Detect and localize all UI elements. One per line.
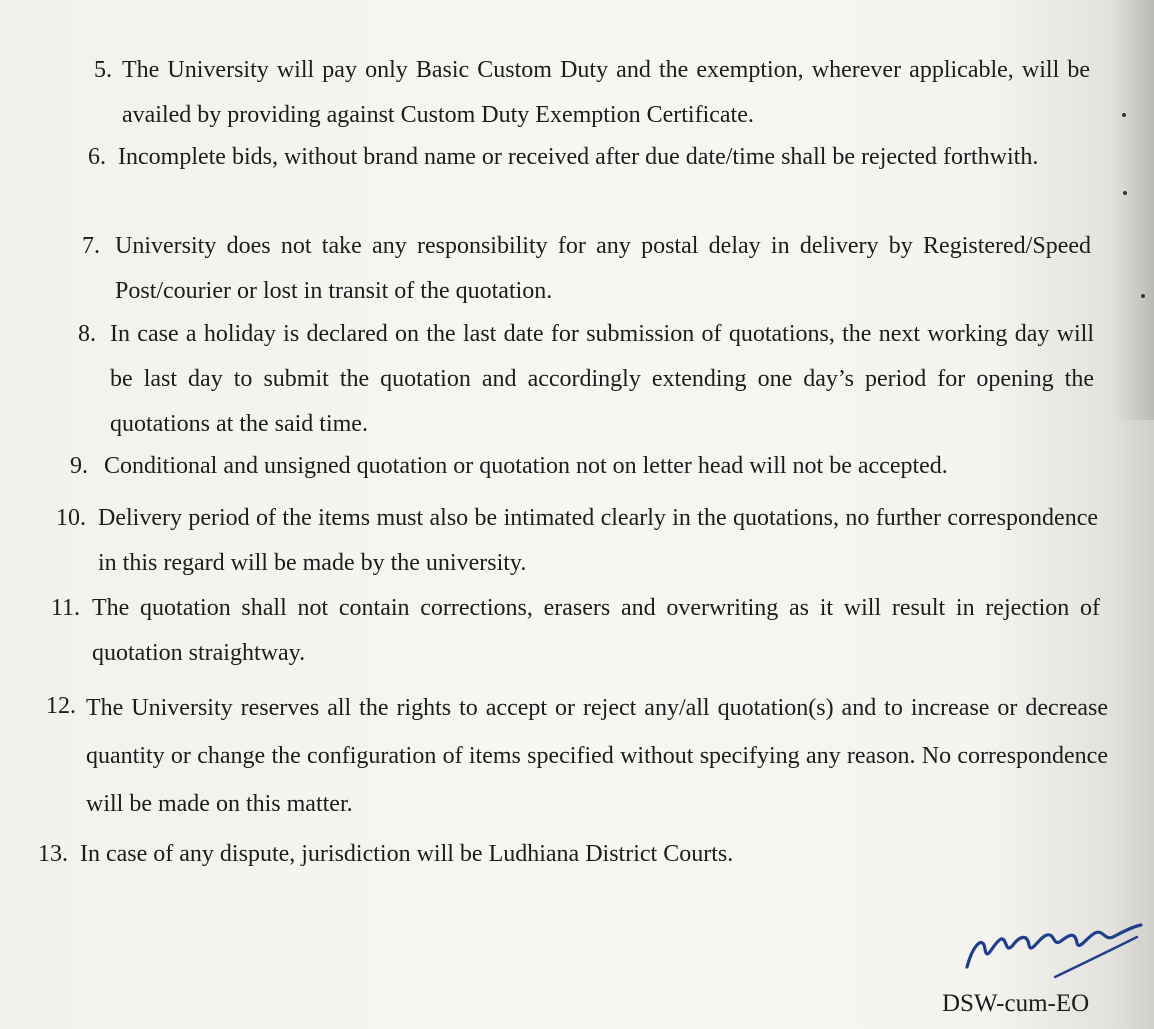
term-number: 13. xyxy=(38,841,68,867)
term-number: 12. xyxy=(46,693,76,719)
scan-speck xyxy=(1123,191,1127,195)
term-number: 5. xyxy=(94,57,112,83)
scan-speck xyxy=(1122,113,1126,117)
term-text: Delivery period of the items must also be intimated clearly in the quotations, no further correspondence in this regard will be made by the university. xyxy=(98,505,1098,576)
term-number: 9. xyxy=(70,453,88,479)
term-text: In case a holiday is declared on the last date for submission of quotations, the next working day will be last day to submit the quotation and accordingly extending one day’s period for opening the quotations at the said time. xyxy=(110,321,1094,437)
term-number: 10. xyxy=(56,505,86,531)
signatory-designation: DSW-cum-EO xyxy=(942,990,1090,1017)
term-number: 8. xyxy=(78,321,96,347)
scan-speck xyxy=(1141,294,1145,298)
term-text: The quotation shall not contain corrections, erasers and overwriting as it will result in rejection of quotation straightway. xyxy=(92,595,1100,666)
term-number: 6. xyxy=(88,144,106,170)
term-text: The University will pay only Basic Custom Duty and the exemption, wherever applicable, will be availed by providing against Custom Duty Exemption Certificate. xyxy=(122,57,1090,128)
signature-image xyxy=(955,915,1145,985)
term-text: Incomplete bids, without brand name or received after due date/time shall be rejected forthwith. xyxy=(118,144,1039,170)
page-edge-shadow xyxy=(1114,0,1154,420)
term-text: Conditional and unsigned quotation or quotation not on letter head will not be accepted. xyxy=(104,453,948,479)
term-number: 11. xyxy=(50,595,80,621)
term-text: University does not take any responsibility for any postal delay in delivery by Registered/Speed Post/courier or lost in transit of the quotation. xyxy=(115,233,1091,304)
term-text: The University reserves all the rights to accept or reject any/all quotation(s) and to increase or decrease quantity or change the configuration of items specified without specifying any reason. No correspondence will be made on this matter. xyxy=(86,695,1108,817)
term-text: In case of any dispute, jurisdiction will be Ludhiana District Courts. xyxy=(80,841,734,867)
term-number: 7. xyxy=(82,233,100,259)
